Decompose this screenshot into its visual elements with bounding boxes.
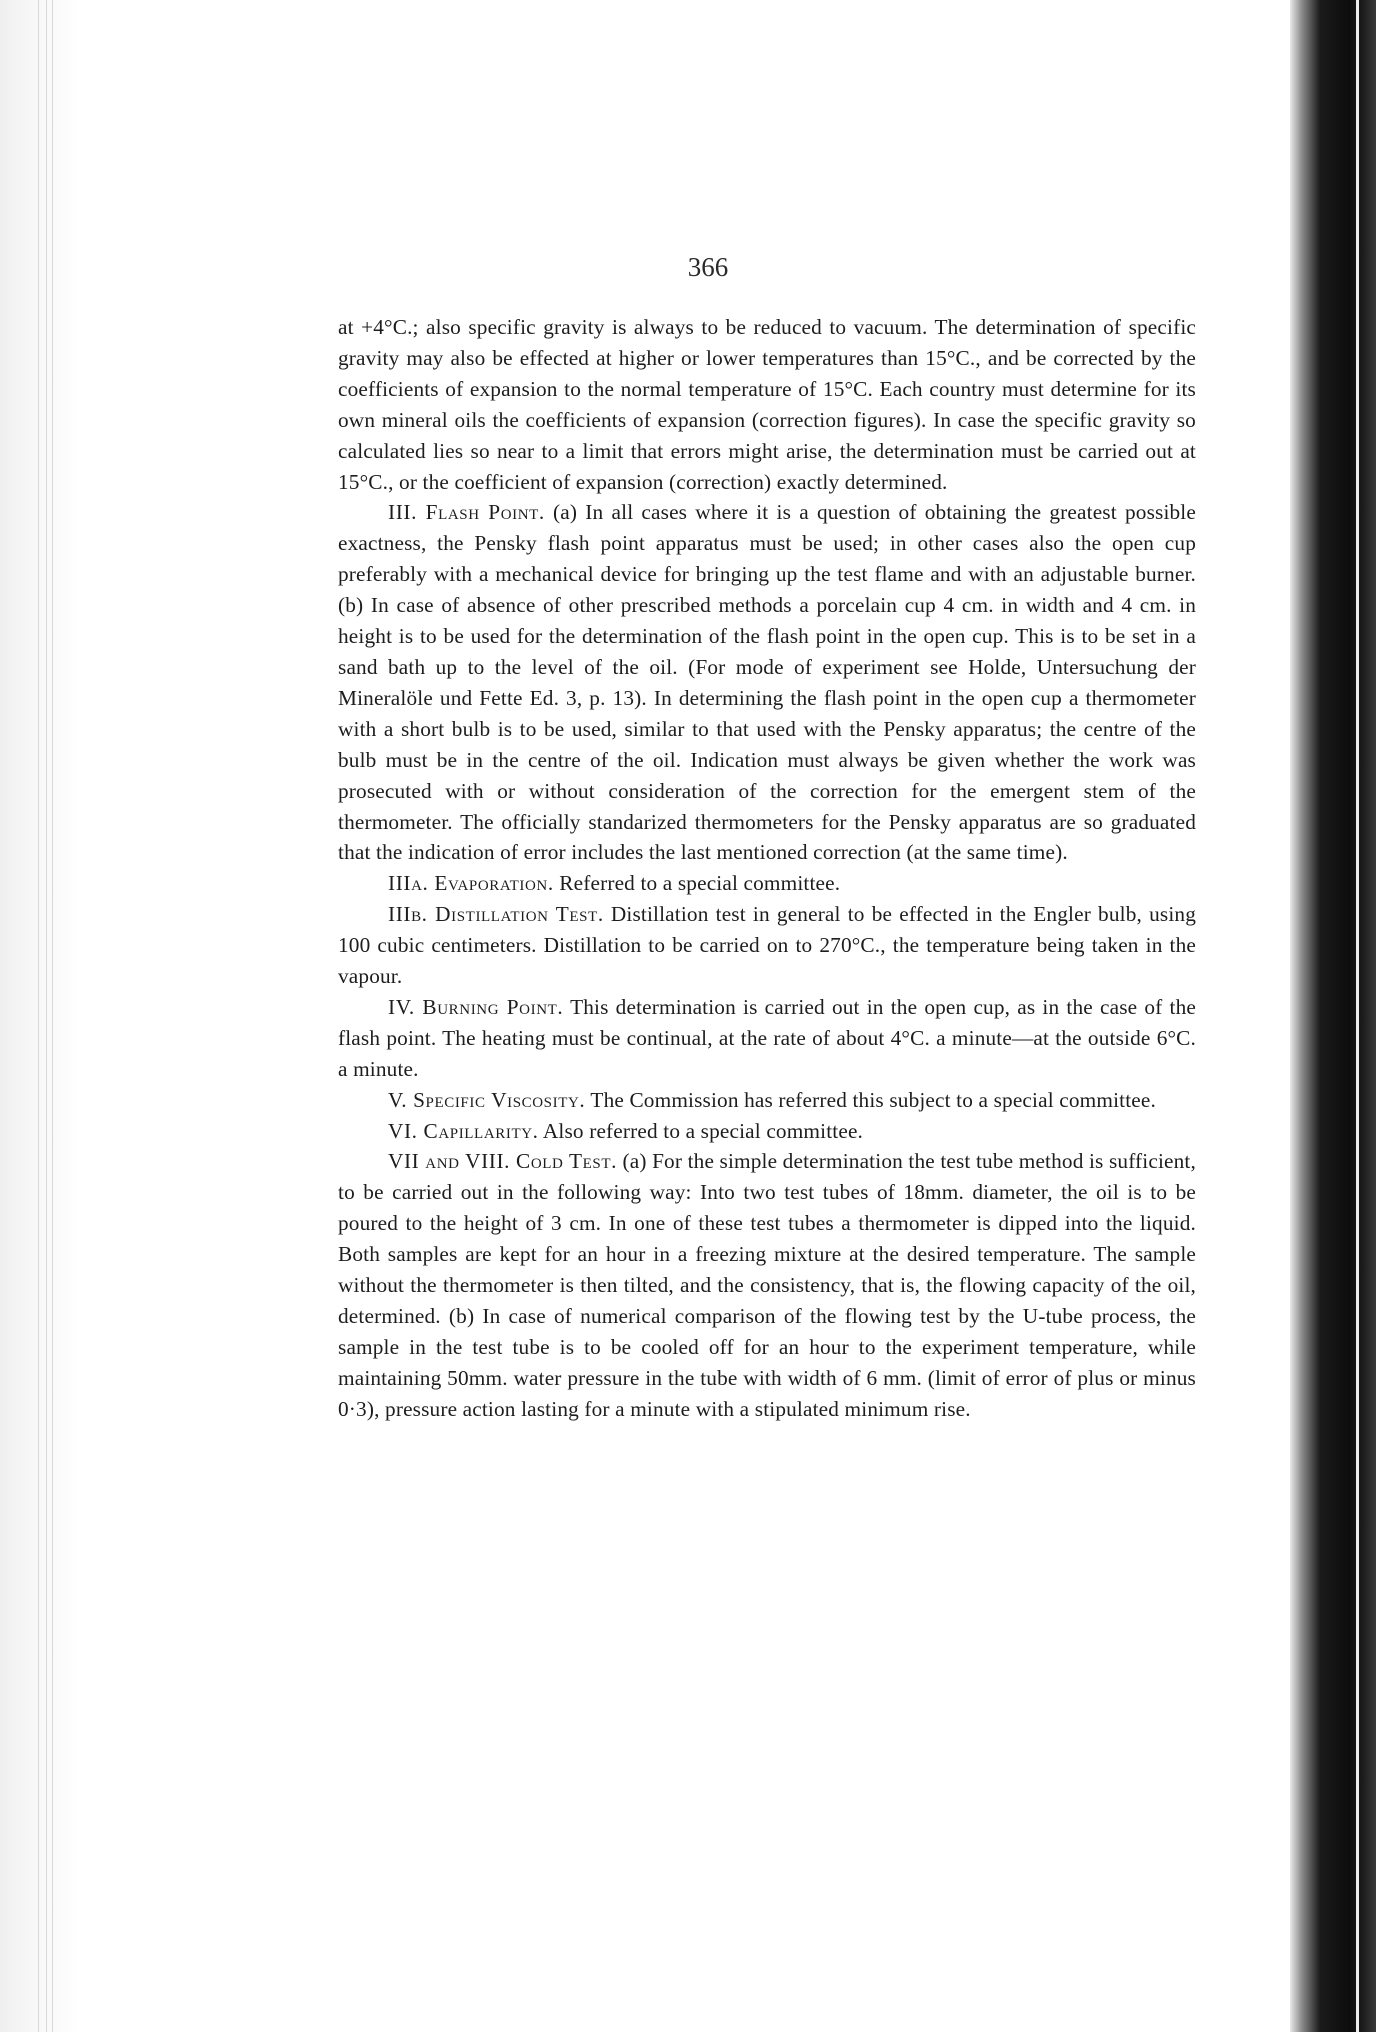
- book-binding-shadow: [1290, 0, 1376, 2032]
- paragraph-text: (a) For the simple determination the test tube method is sufficient, to be carried out in the following way: Into two test tubes of 18mm. diameter, the oil is to be poured to the height of 3 cm. In one of these test tubes a thermometer is dipped into the liquid. Both samples are kept for an hour in a freezing mixture at the desired temperature. The sample without the thermometer is then tilted, and the consistency, that is, the flowing capacity of the oil, determined. (b) In case of numerical comparison of the flowing test by the U-tube process, the sample in the test tube is to be cooled off for an hour to the experiment temperature, while maintaining 50mm. water pressure in the tube with width of 6 mm. (limit of error of plus or minus 0·3), pressure action lasting for a minute with a stipulated minimum rise.: [338, 1149, 1196, 1421]
- paragraph-specific-viscosity: [338, 1085, 1196, 1116]
- section-heading: IIIb. Distillation Test.: [388, 902, 604, 927]
- body-text: [338, 312, 1196, 1425]
- paragraph-distillation-test: [338, 899, 1196, 992]
- paragraph-text: This determination is carried out in the open cup, as in the case of the flash point. The heating must be continual, at the rate of about 4°C. a minute—at the outside 6°C. a minute.: [338, 994, 1197, 1081]
- section-heading: IIIa. Evaporation.: [388, 871, 554, 896]
- paragraph-text: Also referred to a special committee.: [542, 1118, 864, 1143]
- paragraph-capillarity: [338, 1116, 1196, 1147]
- paragraph-evaporation: [338, 868, 1196, 899]
- section-heading: IV. Burning Point.: [388, 994, 564, 1019]
- paragraph-text: Referred to a special committee.: [559, 871, 841, 896]
- page-number: 366: [687, 252, 729, 282]
- paragraph-text: (a) In all cases where it is a question of obtaining the greatest possible exactness, the Pensky flash point apparatus must be used; in other cases also the open cup preferably with a mechanical device for bringing up the test flame and with an adjustable burner. (b) In case of absence of other prescribed methods a porcelain cup 4 cm. in width and 4 cm. in height is to be used for the determination of the flash point in the open cup. This is to be set in a sand bath up to the level of the oil. (For mode of experiment see Holde, Untersuchung der Mineralöle und Fette Ed. 3, p. 13). In determining the flash point in the open cup a thermometer with a short bulb is to be used, similar to that used with the Pensky apparatus; the centre of the bulb must be in the centre of the oil. Indication must always be given whether the work was prosecuted with or without consideration of the correction for the emergent stem of the thermometer. The officially standarized thermometers for the Pensky apparatus are so graduated that the indication of error includes the last mentioned correction (at the same time).: [338, 500, 1196, 865]
- binding-highlight: [1356, 0, 1359, 2032]
- edge-line: [38, 0, 39, 2032]
- paragraph-text: The Commission has referred this subject to a special committee.: [590, 1087, 1156, 1112]
- edge-line: [46, 0, 47, 2032]
- section-heading: III. Flash Point.: [388, 500, 545, 525]
- page-left-edge: [0, 0, 80, 2032]
- section-heading: VI. Capillarity.: [388, 1118, 539, 1143]
- edge-line: [52, 0, 53, 2032]
- paragraph-burning-point: [338, 992, 1196, 1085]
- paragraph-text: at +4°C.; also specific gravity is always to be reduced to vacuum. The determination of specific gravity may also be effected at higher or lower temperatures than 15°C., and be corrected by the coefficients of expansion to the normal temperature of 15°C. Each country must determine for its own mineral oils the coefficients of expansion (correction figures). In case the specific gravity so calculated lies so near to a limit that errors might arise, the determination must be carried out at 15°C., or the coefficient of expansion (correction) exactly determined.: [338, 315, 1196, 494]
- section-heading: V. Specific Viscosity.: [388, 1087, 586, 1112]
- section-heading: VII and VIII. Cold Test.: [388, 1149, 618, 1174]
- paragraph-specific-gravity: [338, 312, 1196, 497]
- paragraph-cold-test: [338, 1146, 1196, 1424]
- paragraph-flash-point: [338, 497, 1196, 868]
- paragraph-text: Distillation test in general to be effected in the Engler bulb, using 100 cubic centimeters. Distillation to be carried on to 270°C., the temperature being taken in the vapour.: [338, 902, 1196, 989]
